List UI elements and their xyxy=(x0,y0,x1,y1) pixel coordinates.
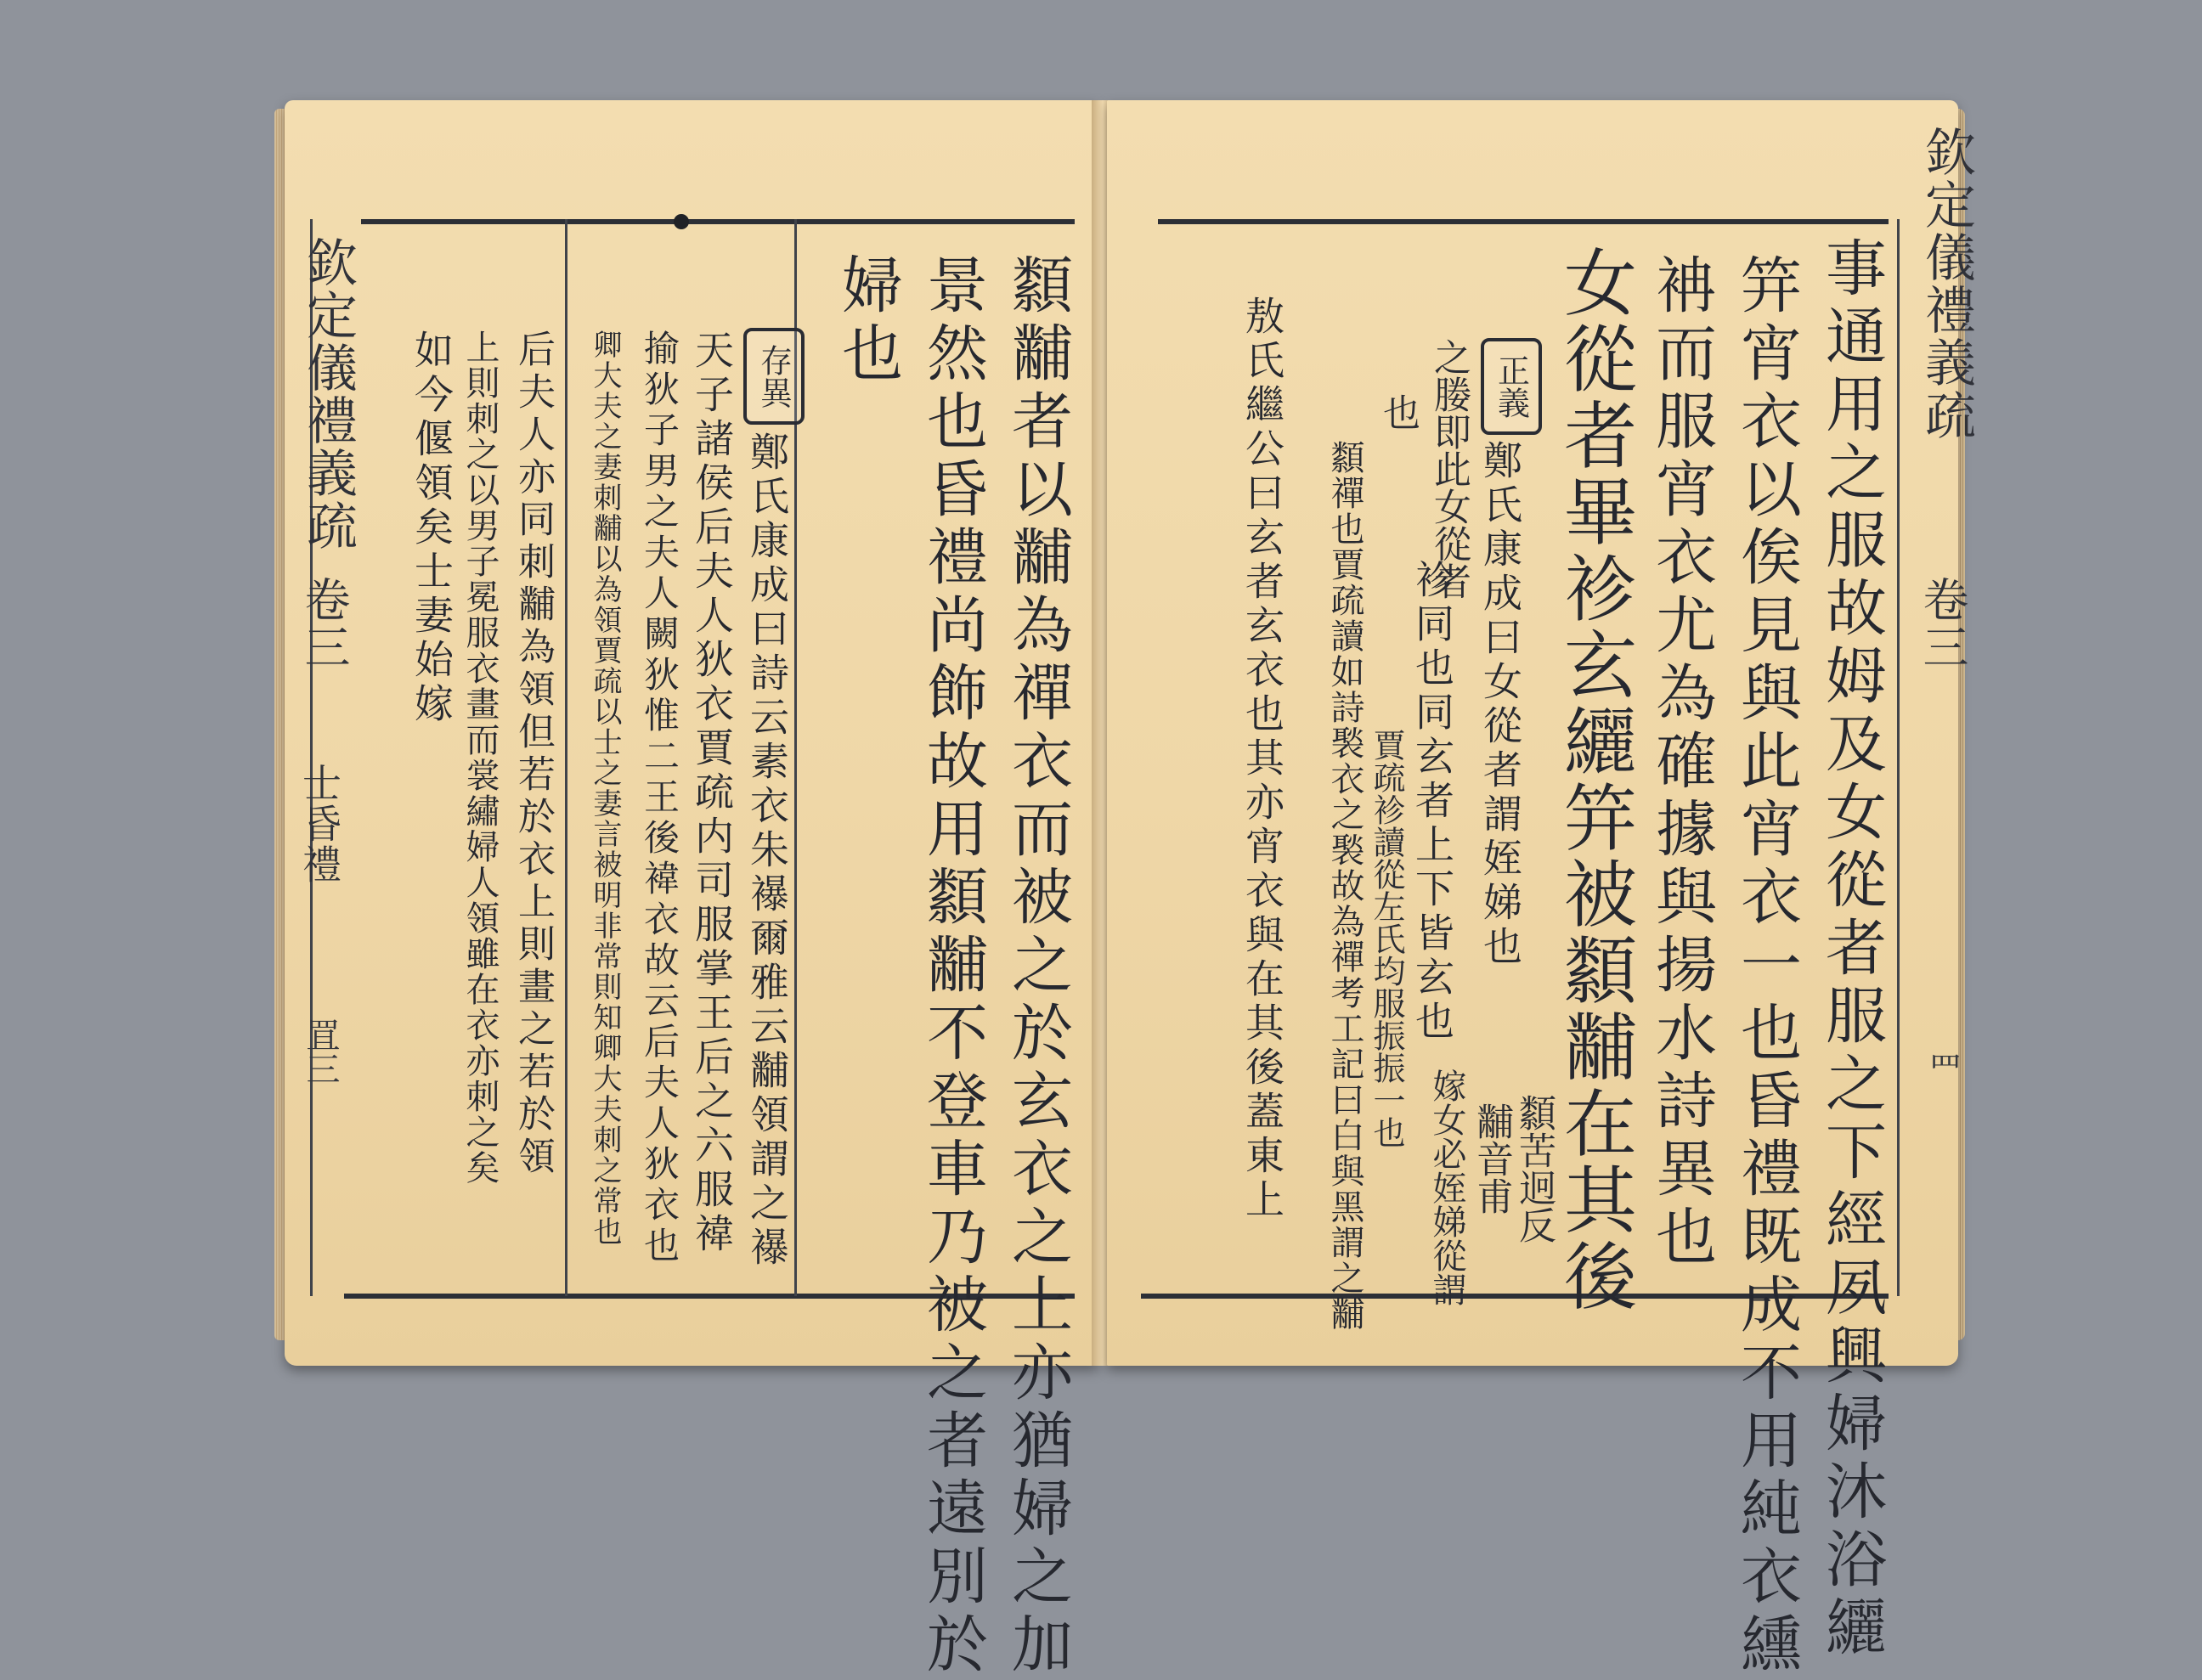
column-divider xyxy=(565,219,567,1296)
outer-border-rule xyxy=(1897,219,1900,1296)
commentary-column-3: 纇禪也賈疏讀如詩褧衣之褧故為禪考工記曰白與黑謂之黼 xyxy=(1325,440,1364,1332)
text-column-3: 袡而服宵衣尤為確據與揚水詩異也 xyxy=(1646,253,1717,1272)
commentary-column-2: 天子諸侯后夫人狄衣賈疏内司服掌王后之六服褘 xyxy=(689,330,735,1257)
text-column-2: 景然也昏禮尚飾故用纇黼不登車乃被之者遠別於 xyxy=(917,253,988,1680)
commentary-column-4: 敖氏繼公曰玄者玄衣也其亦宵衣與在其後蓋東上 xyxy=(1239,296,1285,1223)
right-page xyxy=(1107,100,1976,1680)
text-column-3: 婦也 xyxy=(832,253,903,389)
margin-title: 欽定儀禮義疏 xyxy=(1917,126,1976,442)
small-note-5: 也 xyxy=(1376,393,1420,431)
heading-note-2: 黼音甫 xyxy=(1470,1102,1513,1215)
text-column-2: 笄宵衣以俟見與此宵衣一也昏禮既成不用純衣纁 xyxy=(1731,253,1802,1680)
top-border-rule xyxy=(1158,219,1889,224)
folio-number: 罝三 xyxy=(301,1018,340,1085)
commentary-column-1: 鄭氏康成曰詩云素衣朱襮爾雅云黼領謂之襮 xyxy=(744,431,790,1271)
left-page xyxy=(285,100,1098,1680)
text-column-1: 事通用之服故姆及女從者服之下經夙興婦沐浴纚 xyxy=(1815,236,1887,1663)
top-border-rule xyxy=(361,219,1075,224)
commentary-column-3: 揄狄子男之夫人闕狄惟二王後褘衣故云后夫人狄衣也 xyxy=(639,330,680,1267)
small-note-1: 之媵即此女從者 xyxy=(1427,338,1471,600)
volume-label: 卷三 xyxy=(297,576,351,671)
text-column-1: 纇黼者以黼為禪衣而被之於玄衣之上亦猶婦之加 xyxy=(1002,253,1073,1680)
main-heading: 女從者畢袗玄纚笄被纇黼在其後 xyxy=(1551,245,1636,1315)
small-note-2: 嫁女必姪娣從謂 xyxy=(1427,1068,1466,1306)
commentary-column-7: 如今偃領矣士妻始嫁 xyxy=(409,330,455,727)
commentary-column-2: 袗同也同玄者上下皆玄也 xyxy=(1409,559,1455,1045)
commentary-column-4: 卿大夫之妻刺黼以為領賈疏以士之妻言被明非常則知卿大夫刺之常也 xyxy=(588,330,622,1247)
open-book xyxy=(285,92,1976,1680)
folio-number: 罒 xyxy=(1923,1051,1962,1085)
commentary-column-5: 后夫人亦同刺黼為領但若於衣上則畫之若於領 xyxy=(511,330,555,1179)
volume-label: 卷三 xyxy=(1916,576,1969,671)
section-label: 士昏禮 xyxy=(296,763,342,885)
commentary-column-6: 上則刺之以男子冕服衣畫而裳繡婦人領雖在衣亦刺之矣 xyxy=(460,330,500,1186)
commentary-column-1: 鄭氏康成曰女從者謂姪娣也 xyxy=(1477,440,1523,970)
orthodox-badge: 正義 xyxy=(1481,338,1542,435)
ink-mark xyxy=(674,214,689,229)
margin-title: 欽定儀禮義疏 xyxy=(298,236,358,552)
small-note-4: 賈疏袗讀從左氏均服振振一也 xyxy=(1368,729,1405,1148)
heading-note-1: 纇苦迥反 xyxy=(1512,1094,1556,1243)
variant-badge: 存異 xyxy=(743,328,805,425)
